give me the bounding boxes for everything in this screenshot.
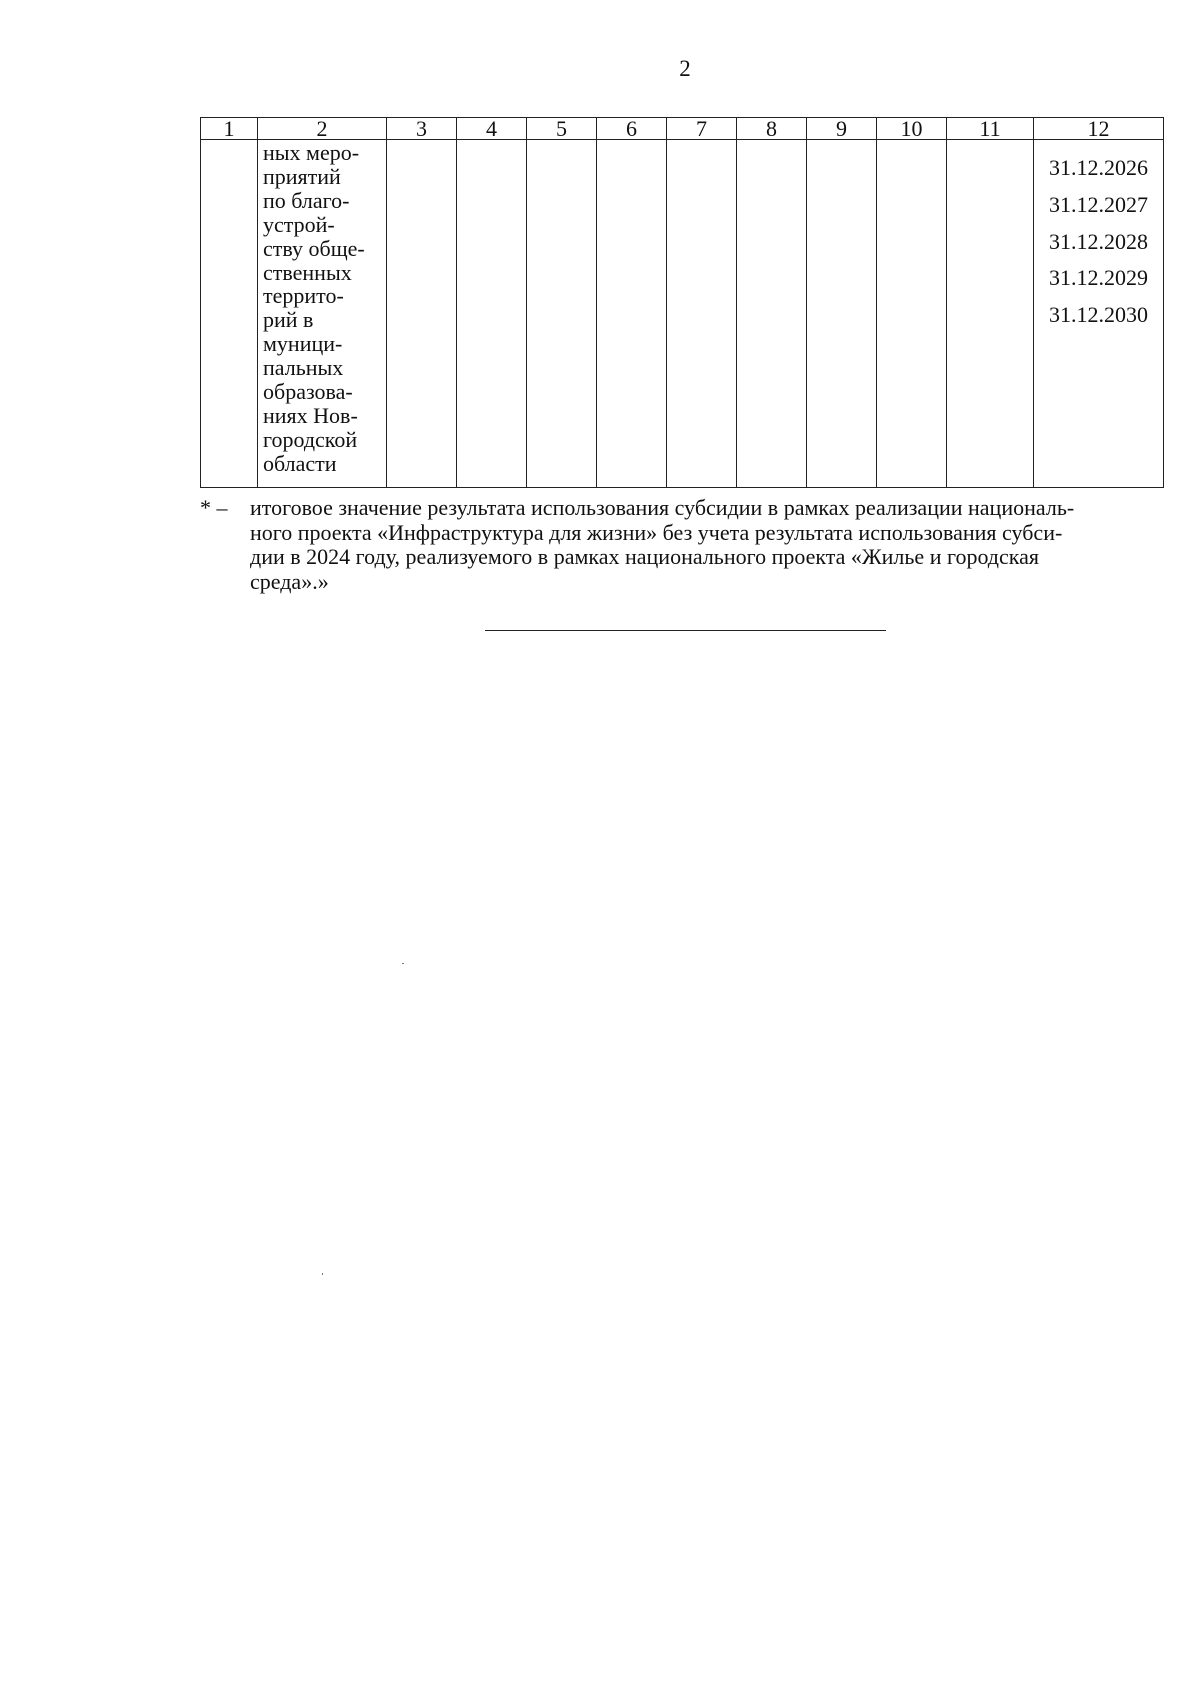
column-number-2: 2 (258, 118, 387, 140)
cell-col-3 (387, 140, 457, 488)
cell-col-5 (527, 140, 597, 488)
description-line: городской (263, 426, 358, 452)
column-number-8: 8 (737, 118, 807, 140)
column-number-10: 10 (877, 118, 947, 140)
column-number-9: 9 (807, 118, 877, 140)
date-entry: 31.12.2029 (1049, 265, 1148, 291)
cell-col-11 (947, 140, 1034, 488)
footnote-line: среда».» (250, 568, 329, 594)
description-line: образова- (263, 379, 353, 405)
description-line: ственных (263, 259, 352, 285)
cell-col-12 (1034, 140, 1164, 488)
description-line: ниях Нов- (263, 402, 358, 428)
footnote-line: дии в 2024 году, реализуемого в рамках национального проекта «Жилье и городская (250, 544, 1040, 569)
column-number-1: 1 (201, 118, 258, 140)
cell-col-2 (258, 140, 387, 488)
description-line: ных меро- (263, 140, 360, 165)
column-number-4: 4 (457, 118, 527, 140)
footnote-line: ного проекта «Инфраструктура для жизни» без учета результата использования субси- (250, 519, 1063, 545)
description-line: пальных (263, 355, 344, 381)
description-line: устрой- (263, 211, 335, 237)
results-table (200, 117, 1164, 488)
date-entry: 31.12.2026 (1049, 155, 1148, 180)
footnote-text (250, 496, 1170, 594)
cell-col-9 (807, 140, 877, 488)
description-line: террито- (263, 283, 344, 309)
cell-col-6 (597, 140, 667, 488)
description-line: рий в (263, 307, 314, 333)
date-entry: 31.12.2030 (1049, 302, 1148, 328)
scan-speck (322, 1273, 323, 1275)
cell-col-10 (877, 140, 947, 488)
footnote-line: итоговое значение результата использования субсидии в рамках реализации националь- (250, 495, 1075, 520)
description-line: приятий (263, 163, 341, 189)
table-header-row (201, 118, 1164, 140)
description-line: муници- (263, 331, 343, 357)
column-number-12: 12 (1034, 118, 1164, 140)
deadline-dates (1034, 140, 1163, 334)
cell-col-7 (667, 140, 737, 488)
date-entry: 31.12.2028 (1049, 228, 1148, 254)
column-number-11: 11 (947, 118, 1034, 140)
cell-col-8 (737, 140, 807, 488)
column-number-5: 5 (527, 118, 597, 140)
date-entry: 31.12.2027 (1049, 191, 1148, 217)
page-number: 2 (679, 56, 691, 81)
end-separator-line (485, 630, 886, 631)
cell-col-1 (201, 140, 258, 488)
footnote (200, 496, 1170, 594)
footnote-mark: * – (200, 495, 228, 520)
column-number-7: 7 (667, 118, 737, 140)
measure-description (258, 140, 386, 476)
cell-col-4 (457, 140, 527, 488)
table-row (201, 140, 1164, 488)
column-number-3: 3 (387, 118, 457, 140)
description-line: области (263, 450, 337, 476)
description-line: по благо- (263, 187, 350, 213)
column-number-6: 6 (597, 118, 667, 140)
description-line: ству обще- (263, 235, 365, 261)
scan-speck (402, 963, 404, 964)
